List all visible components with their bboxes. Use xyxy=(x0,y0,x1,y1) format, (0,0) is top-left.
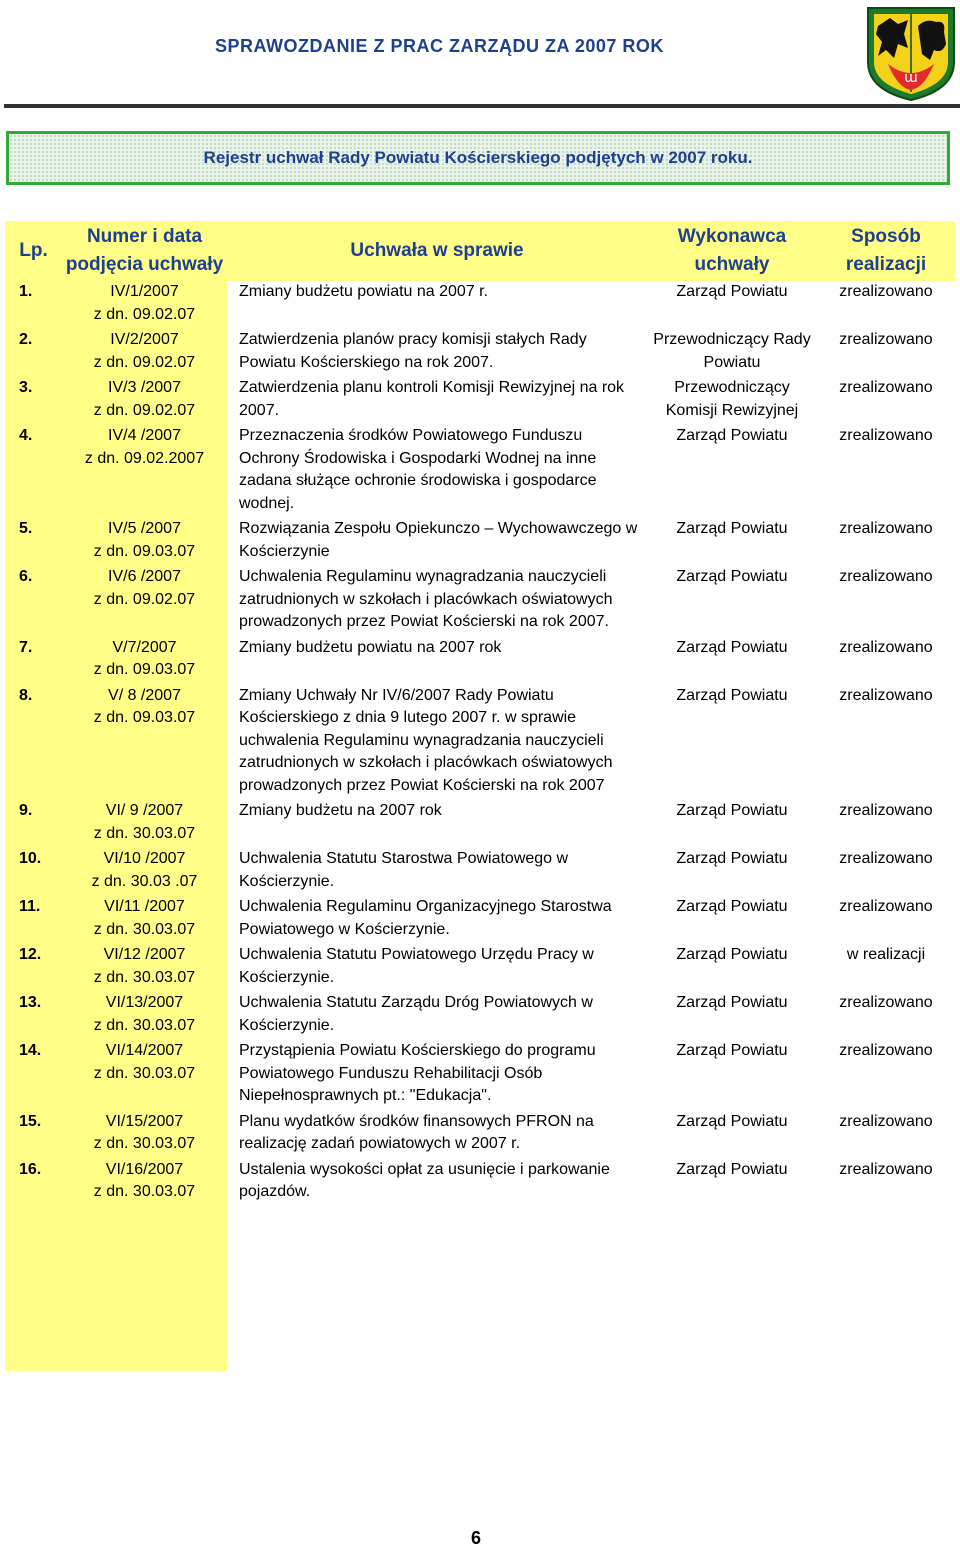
resolution-date: z dn. 30.03.07 xyxy=(93,1064,196,1082)
row-subject: Przystąpienia Powiatu Kościerskiego do programu Powiatowego Funduszu Rehabilitacji Osób Niepełnosprawnych pt.: "Edukacja". xyxy=(239,1042,596,1104)
row-subject: Zmiany Uchwały Nr IV/6/2007 Rady Powiatu Kościerskiego z dnia 9 lutego 2007 r. w sprawie uchwalenia Regulaminu wynagradzania nauczycieli zatrudnionych w szkołach i placówkach oświatowych prowadzonych przez Powiat Kościerski na rok 2007 xyxy=(239,686,613,794)
row-lp: 5. xyxy=(5,518,62,566)
row-subject: Przeznaczenia środków Powiatowego Funduszu Ochrony Środowiska i Gospodarki Wodnej na inne zadana służące ochronie środowiska i gospodarce wodnej. xyxy=(239,427,597,512)
table-row xyxy=(5,518,955,566)
row-lp: 15. xyxy=(5,1111,62,1159)
row-lp: 10. xyxy=(5,848,62,896)
coat-of-arms-logo xyxy=(864,4,958,102)
col-header-subject: Uchwała w sprawie xyxy=(227,221,647,281)
row-number-date xyxy=(62,518,227,566)
row-status: zrealizowano xyxy=(839,686,933,704)
table-row xyxy=(5,566,955,637)
resolution-date: z dn. 30.03.07 xyxy=(93,1135,196,1152)
row-subject: Uchwalenia Regulaminu wynagradzania nauczycieli zatrudnionych w szkołach i placówkach oświatowych prowadzonych przez Powiat Kościerski na rok 2007. xyxy=(239,568,613,630)
resolution-number: IV/3 /2007 xyxy=(108,379,181,396)
table-row xyxy=(5,848,955,896)
row-status: zrealizowano xyxy=(839,994,933,1011)
row-status: w realizacji xyxy=(846,946,926,963)
row-executor: Zarząd Powiatu xyxy=(676,946,788,963)
row-number-date xyxy=(62,685,227,801)
row-executor: Zarząd Powiatu xyxy=(676,427,788,444)
row-status: zrealizowano xyxy=(839,520,933,537)
row-subject: Uchwalenia Statutu Powiatowego Urzędu Pracy w Kościerzynie. xyxy=(239,946,594,986)
table-header-row xyxy=(5,221,955,281)
resolution-date: z dn. 09.02.07 xyxy=(93,590,196,608)
row-status: zrealizowano xyxy=(839,1042,933,1059)
row-subject: Zmiany budżetu powiatu na 2007 rok xyxy=(239,638,502,656)
row-lp: 6. xyxy=(5,566,62,637)
row-executor: Zarząd Powiatu xyxy=(676,1112,788,1130)
row-number-date xyxy=(62,566,227,637)
row-number-date xyxy=(62,896,227,944)
col-header-status: Sposób realizacji xyxy=(817,221,955,281)
row-subject: Uchwalenia Statutu Zarządu Dróg Powiatowych w Kościerzynie. xyxy=(239,994,593,1034)
row-subject: Uchwalenia Regulaminu Organizacyjnego Starostwa Powiatowego w Kościerzynie. xyxy=(239,898,612,938)
row-number-date xyxy=(62,992,227,1040)
row-subject: Ustalenia wysokości opłat za usunięcie i parkowanie pojazdów. xyxy=(239,1160,610,1200)
row-lp: 12. xyxy=(5,944,62,992)
row-subject: Rozwiązania Zespołu Opiekunczo – Wychowawczego w Kościerzynie xyxy=(239,520,638,560)
row-executor: Zarząd Powiatu xyxy=(676,520,788,537)
table-row xyxy=(5,685,955,801)
svg-text:ɯ: ɯ xyxy=(904,70,918,86)
banner-title: Rejestr uchwał Rady Powiatu Kościerskiego podjętych w 2007 roku. xyxy=(203,148,753,167)
row-number-date xyxy=(62,944,227,992)
table-row xyxy=(5,425,955,518)
row-lp: 7. xyxy=(5,637,62,685)
row-status: zrealizowano xyxy=(839,283,933,300)
row-status: zrealizowano xyxy=(839,568,933,585)
row-lp: 1. xyxy=(5,281,62,329)
col-header-lp: Lp. xyxy=(5,221,62,281)
row-lp: 11. xyxy=(5,896,62,944)
row-subject: Zatwierdzenia planu kontroli Komisji Rewizyjnej na rok 2007. xyxy=(239,379,625,419)
resolution-number: IV/6 /2007 xyxy=(108,568,181,585)
table-row xyxy=(5,800,955,848)
row-number-date xyxy=(62,1040,227,1111)
row-executor: Zarząd Powiatu xyxy=(676,994,788,1011)
row-number-date xyxy=(62,425,227,518)
row-executor: Zarząd Powiatu xyxy=(676,638,788,656)
resolution-number: VI/12 /2007 xyxy=(103,946,186,963)
resolution-date: z dn. 09.03.07 xyxy=(93,542,196,560)
row-number-date xyxy=(62,329,227,377)
row-number-date xyxy=(62,377,227,425)
col-header-executor: Wykonawca uchwały xyxy=(647,221,817,281)
row-lp: 4. xyxy=(5,425,62,518)
table-row xyxy=(5,992,955,1040)
resolution-date: z dn. 30.03.07 xyxy=(93,1016,196,1034)
header-rule xyxy=(4,104,960,108)
resolution-date: z dn. 30.03.07 xyxy=(93,1183,196,1200)
row-executor: Zarząd Powiatu xyxy=(676,850,788,867)
row-executor: Przewodniczący Komisji Rewizyjnej xyxy=(665,379,799,419)
table-row xyxy=(5,281,955,329)
row-status: zrealizowano xyxy=(839,850,933,867)
resolution-date: z dn. 09.02.07 xyxy=(93,305,196,323)
resolution-number: VI/ 9 /2007 xyxy=(105,802,184,819)
row-lp: 8. xyxy=(5,685,62,801)
row-lp: 9. xyxy=(5,800,62,848)
resolution-number: IV/5 /2007 xyxy=(108,520,181,537)
row-lp: 3. xyxy=(5,377,62,425)
resolution-number: IV/2/2007 xyxy=(110,331,179,348)
table-row xyxy=(5,1111,955,1159)
row-number-date xyxy=(62,800,227,848)
resolution-date: z dn. 30.03.07 xyxy=(93,824,196,842)
row-number-date xyxy=(62,637,227,685)
row-executor: Przewodniczący Rady Powiatu xyxy=(653,331,811,371)
resolution-number: V/7/2007 xyxy=(112,638,177,656)
row-subject: Uchwalenia Statutu Starostwa Powiatowego w Kościerzynie. xyxy=(239,850,569,890)
row-executor: Zarząd Powiatu xyxy=(676,283,788,300)
row-status: zrealizowano xyxy=(839,1112,933,1130)
row-subject: Zatwierdzenia planów pracy komisji stałych Rady Powiatu Kościerskiego na rok 2007. xyxy=(239,331,587,371)
row-number-date xyxy=(62,848,227,896)
row-number-date xyxy=(62,1159,227,1212)
table-row xyxy=(5,1040,955,1111)
row-status: zrealizowano xyxy=(839,427,933,444)
resolution-date: z dn. 09.03.07 xyxy=(93,661,196,678)
row-status: zrealizowano xyxy=(839,1160,933,1178)
resolution-number: VI/11 /2007 xyxy=(104,898,185,915)
row-subject: Zmiany budżetu powiatu na 2007 r. xyxy=(239,283,489,300)
resolution-number: VI/16/2007 xyxy=(105,1160,184,1178)
page-number: 6 xyxy=(471,1528,482,1548)
table-row xyxy=(5,637,955,685)
resolution-number: VI/14/2007 xyxy=(105,1042,184,1059)
row-executor: Zarząd Powiatu xyxy=(676,898,788,915)
resolution-number: VI/13/2007 xyxy=(105,994,184,1011)
row-lp: 16. xyxy=(5,1159,62,1212)
table-row xyxy=(5,896,955,944)
row-executor: Zarząd Powiatu xyxy=(676,1160,788,1178)
resolution-date: z dn. 09.02.07 xyxy=(93,353,196,371)
register-banner xyxy=(6,131,950,185)
resolution-date: z dn. 30.03.07 xyxy=(93,920,196,938)
row-subject: Zmiany budżetu na 2007 rok xyxy=(239,802,442,819)
resolution-date: z dn. 09.02.07 xyxy=(93,401,196,419)
row-executor: Zarząd Powiatu xyxy=(676,1042,788,1059)
table-row xyxy=(5,377,955,425)
resolution-date: z dn. 30.03.07 xyxy=(93,968,196,986)
row-number-date xyxy=(62,1111,227,1159)
row-lp: 13. xyxy=(5,992,62,1040)
row-status: zrealizowano xyxy=(839,331,933,348)
resolution-number: V/ 8 /2007 xyxy=(108,686,181,704)
resolutions-table xyxy=(5,221,955,1212)
row-executor: Zarząd Powiatu xyxy=(676,568,788,585)
resolution-number: VI/15/2007 xyxy=(105,1112,184,1130)
resolution-number: IV/4 /2007 xyxy=(108,427,181,444)
row-status: zrealizowano xyxy=(839,898,933,915)
table-body xyxy=(5,281,955,1212)
row-lp: 2. xyxy=(5,329,62,377)
row-lp: 14. xyxy=(5,1040,62,1111)
row-status: zrealizowano xyxy=(839,802,933,819)
table-row xyxy=(5,1159,955,1212)
report-title: SPRAWOZDANIE Z PRAC ZARZĄDU ZA 2007 ROK xyxy=(215,36,664,56)
row-status: zrealizowano xyxy=(839,638,933,656)
resolution-date: z dn. 30.03 .07 xyxy=(91,872,198,890)
col-header-number: Numer i data podjęcia uchwały xyxy=(62,221,227,281)
resolution-number: IV/1/2007 xyxy=(110,283,179,300)
row-subject: Planu wydatków środków finansowych PFRON na realizację zadań powiatowych w 2007 r. xyxy=(239,1112,594,1152)
row-executor: Zarząd Powiatu xyxy=(676,802,788,819)
row-status: zrealizowano xyxy=(839,379,933,396)
row-executor: Zarząd Powiatu xyxy=(676,686,788,704)
table-row xyxy=(5,329,955,377)
table-row xyxy=(5,944,955,992)
resolution-date: z dn. 09.02.2007 xyxy=(84,449,205,467)
row-number-date xyxy=(62,281,227,329)
resolution-number: VI/10 /2007 xyxy=(103,850,186,867)
resolution-date: z dn. 09.03.07 xyxy=(93,709,196,726)
